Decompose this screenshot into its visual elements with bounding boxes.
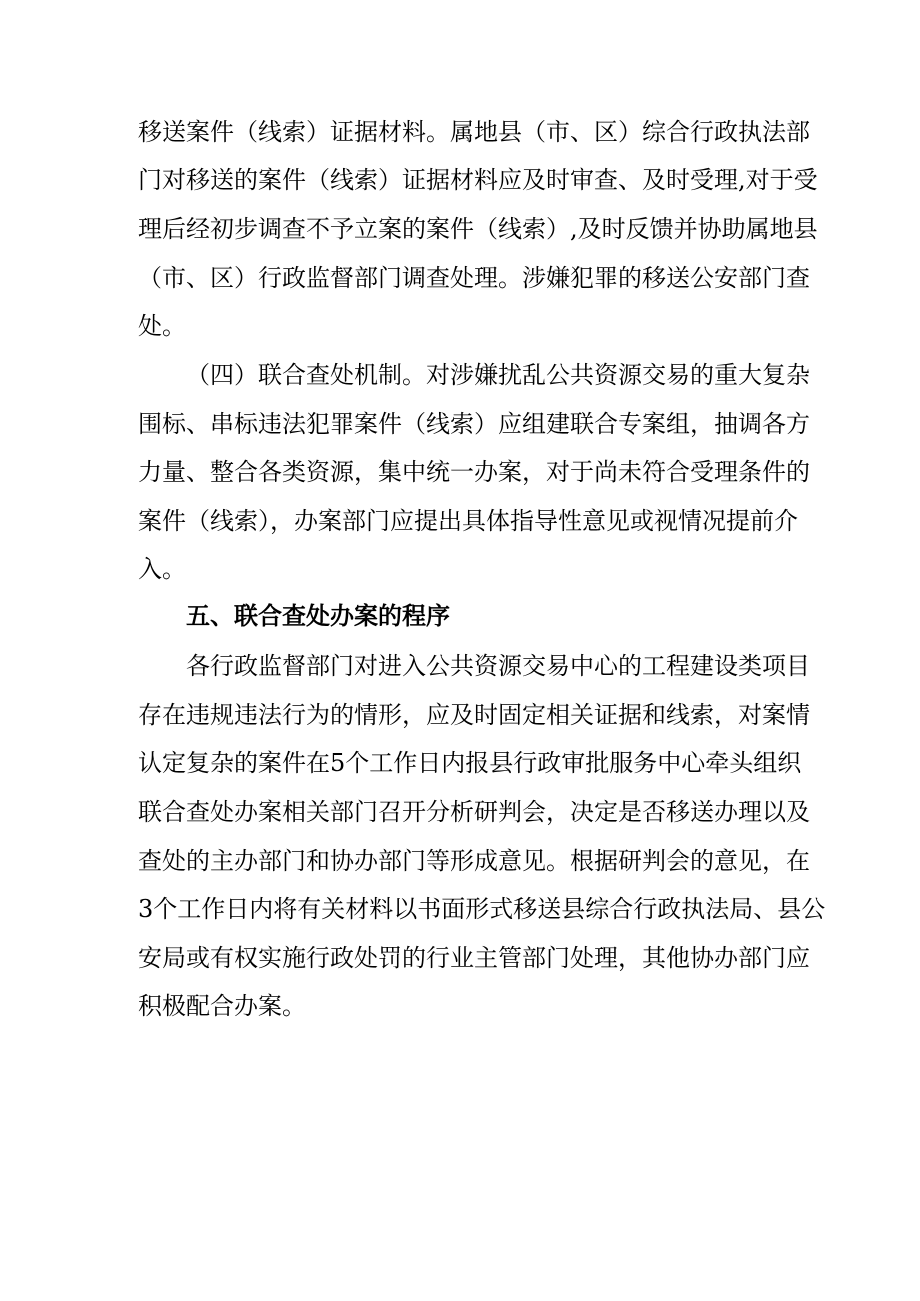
paragraph-1-line-3: 理后经初步调查不予立案的案件（线索）,及时反馈并协助属地县 (138, 215, 818, 243)
section-heading: 五、联合查处办案的程序 (186, 602, 450, 630)
paragraph-1-line-2: 门对移送的案件（线索）证据材料应及时审查、及时受理,对于受 (138, 166, 818, 194)
paragraph-3-line-3: 认定复杂的案件在5个工作日内报县行政审批服务中心牵头组织 (138, 749, 802, 777)
paragraph-3-line-6: 3个工作日内将有关材料以书面形式移送县综合行政执法局、县公 (138, 895, 826, 923)
paragraph-3-line-2: 存在违规违法行为的情形，应及时固定相关证据和线索，对案情 (138, 701, 810, 729)
paragraph-3-line-1: 各行政监督部门对进入公共资源交易中心的工程建设类项目 (186, 652, 810, 680)
paragraph-1-line-1: 移送案件（线索）证据材料。属地县（市、区）综合行政执法部 (138, 118, 810, 146)
paragraph-3-line-5: 查处的主办部门和协办部门等形成意见。根据研判会的意见，在 (138, 847, 810, 875)
paragraph-3-line-8: 积极配合办案。 (138, 992, 306, 1020)
paragraph-2-line-3: 力量、整合各类资源，集中统一办案，对于尚未符合受理条件的 (138, 458, 810, 486)
paragraph-2-line-4: 案件（线索），办案部门应提出具体指导性意见或视情况提前介 (138, 507, 798, 535)
paragraph-1-line-5: 处。 (138, 312, 186, 340)
paragraph-3-line-4: 联合查处办案相关部门召开分析研判会，决定是否移送办理以及 (138, 798, 810, 826)
paragraph-2-line-2: 围标、串标违法犯罪案件（线索）应组建联合专案组，抽调各方 (138, 410, 810, 438)
paragraph-1-line-4: （市、区）行政监督部门调查处理。涉嫌犯罪的移送公安部门查 (138, 264, 810, 292)
paragraph-2-line-1: （四）联合查处机制。对涉嫌扰乱公共资源交易的重大复杂 (186, 361, 810, 389)
paragraph-3-line-7: 安局或有权实施行政处罚的行业主管部门处理，其他协办部门应 (138, 944, 810, 972)
paragraph-2-line-5: 入。 (138, 555, 186, 583)
